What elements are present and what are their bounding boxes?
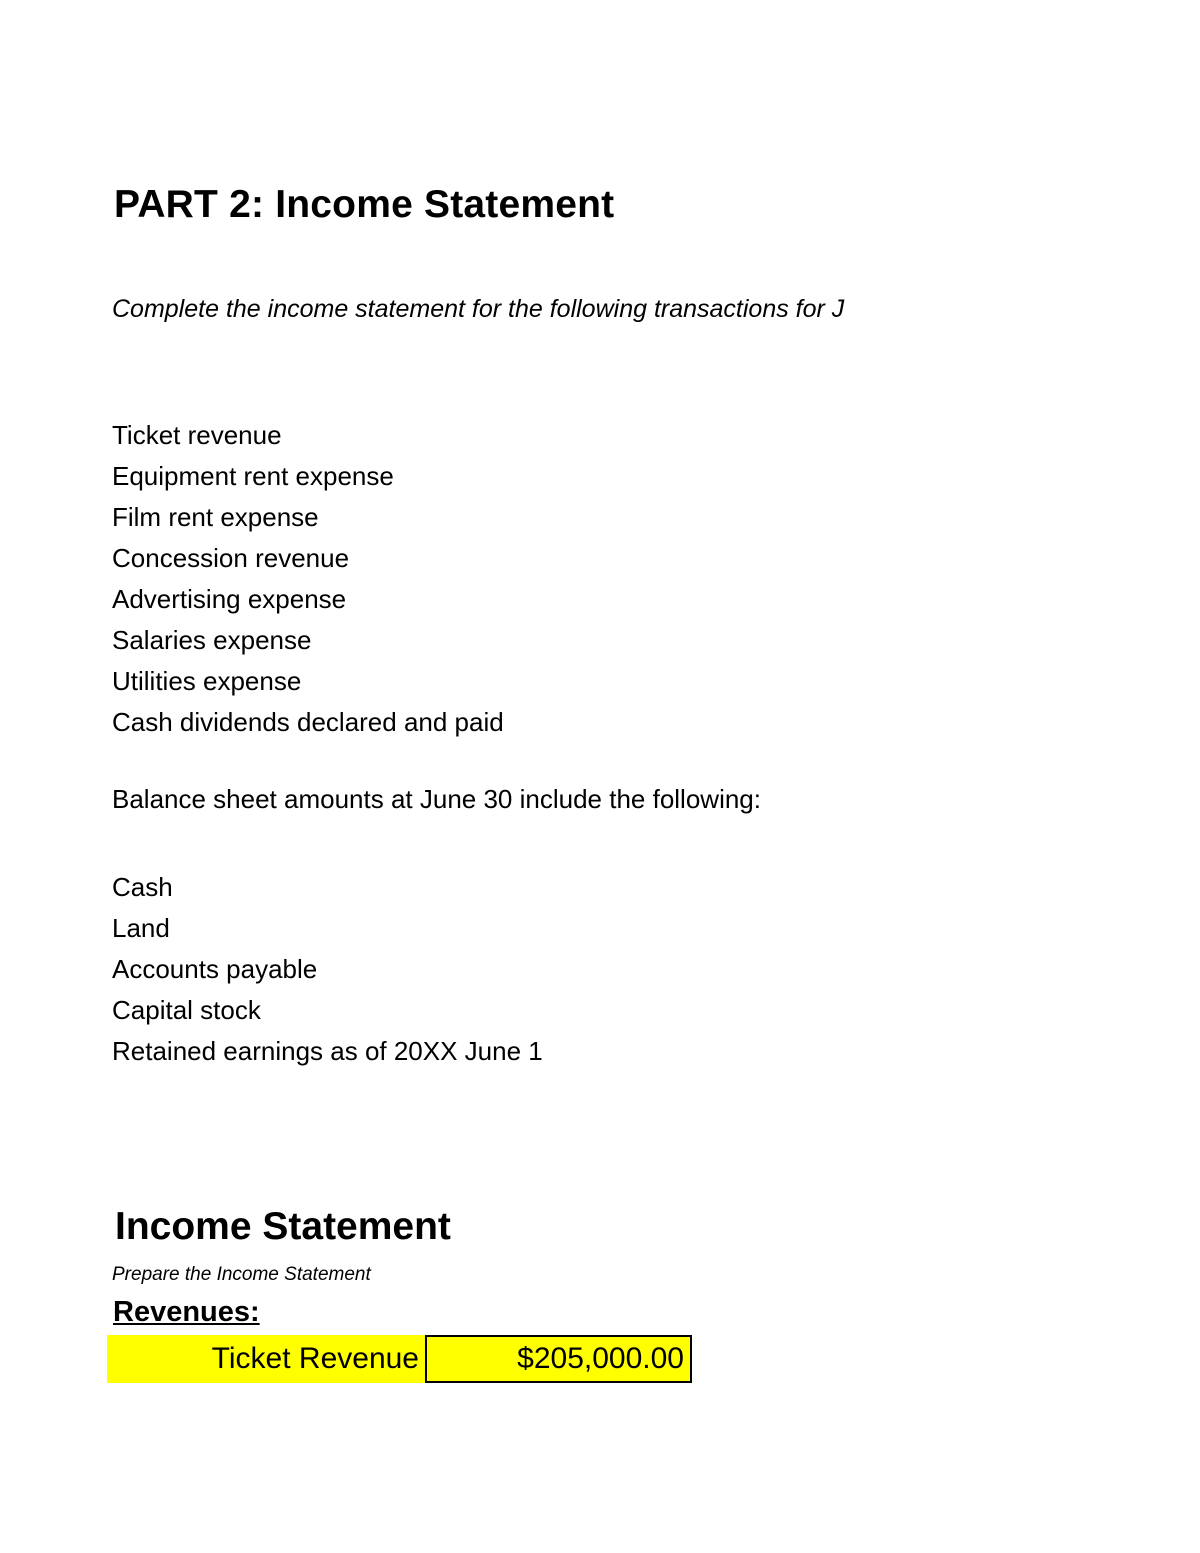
list-item: Film rent expense: [112, 502, 319, 532]
income-statement-subtitle: Prepare the Income Statement: [112, 1264, 371, 1285]
list-item: Land: [112, 913, 170, 943]
list-item: Advertising expense: [112, 584, 347, 614]
list-item: Utilities expense: [112, 666, 302, 696]
revenue-label-cell[interactable]: Ticket Revenue: [107, 1335, 425, 1383]
transaction-list: [112, 415, 504, 743]
instruction-text: Complete the income statement for the following transactions for J: [112, 295, 845, 323]
list-item: Capital stock: [112, 995, 261, 1025]
list-item: Retained earnings as of 20XX June 1: [112, 1036, 543, 1066]
balance-sheet-intro: Balance sheet amounts at June 30 include the following:: [112, 784, 761, 814]
part-title: PART 2: Income Statement: [114, 183, 615, 226]
table-row: [107, 1335, 692, 1383]
balance-sheet-list: [112, 867, 543, 1072]
list-item: Accounts payable: [112, 954, 318, 984]
list-item: Equipment rent expense: [112, 461, 394, 491]
income-statement-title: Income Statement: [115, 1205, 451, 1248]
list-item: Concession revenue: [112, 543, 350, 573]
revenues-heading: Revenues:: [113, 1296, 260, 1328]
list-item: Salaries expense: [112, 625, 312, 655]
revenue-value-cell[interactable]: $205,000.00: [425, 1335, 692, 1383]
list-item: Ticket revenue: [112, 420, 282, 450]
list-item: Cash dividends declared and paid: [112, 707, 504, 737]
list-item: Cash: [112, 872, 173, 902]
